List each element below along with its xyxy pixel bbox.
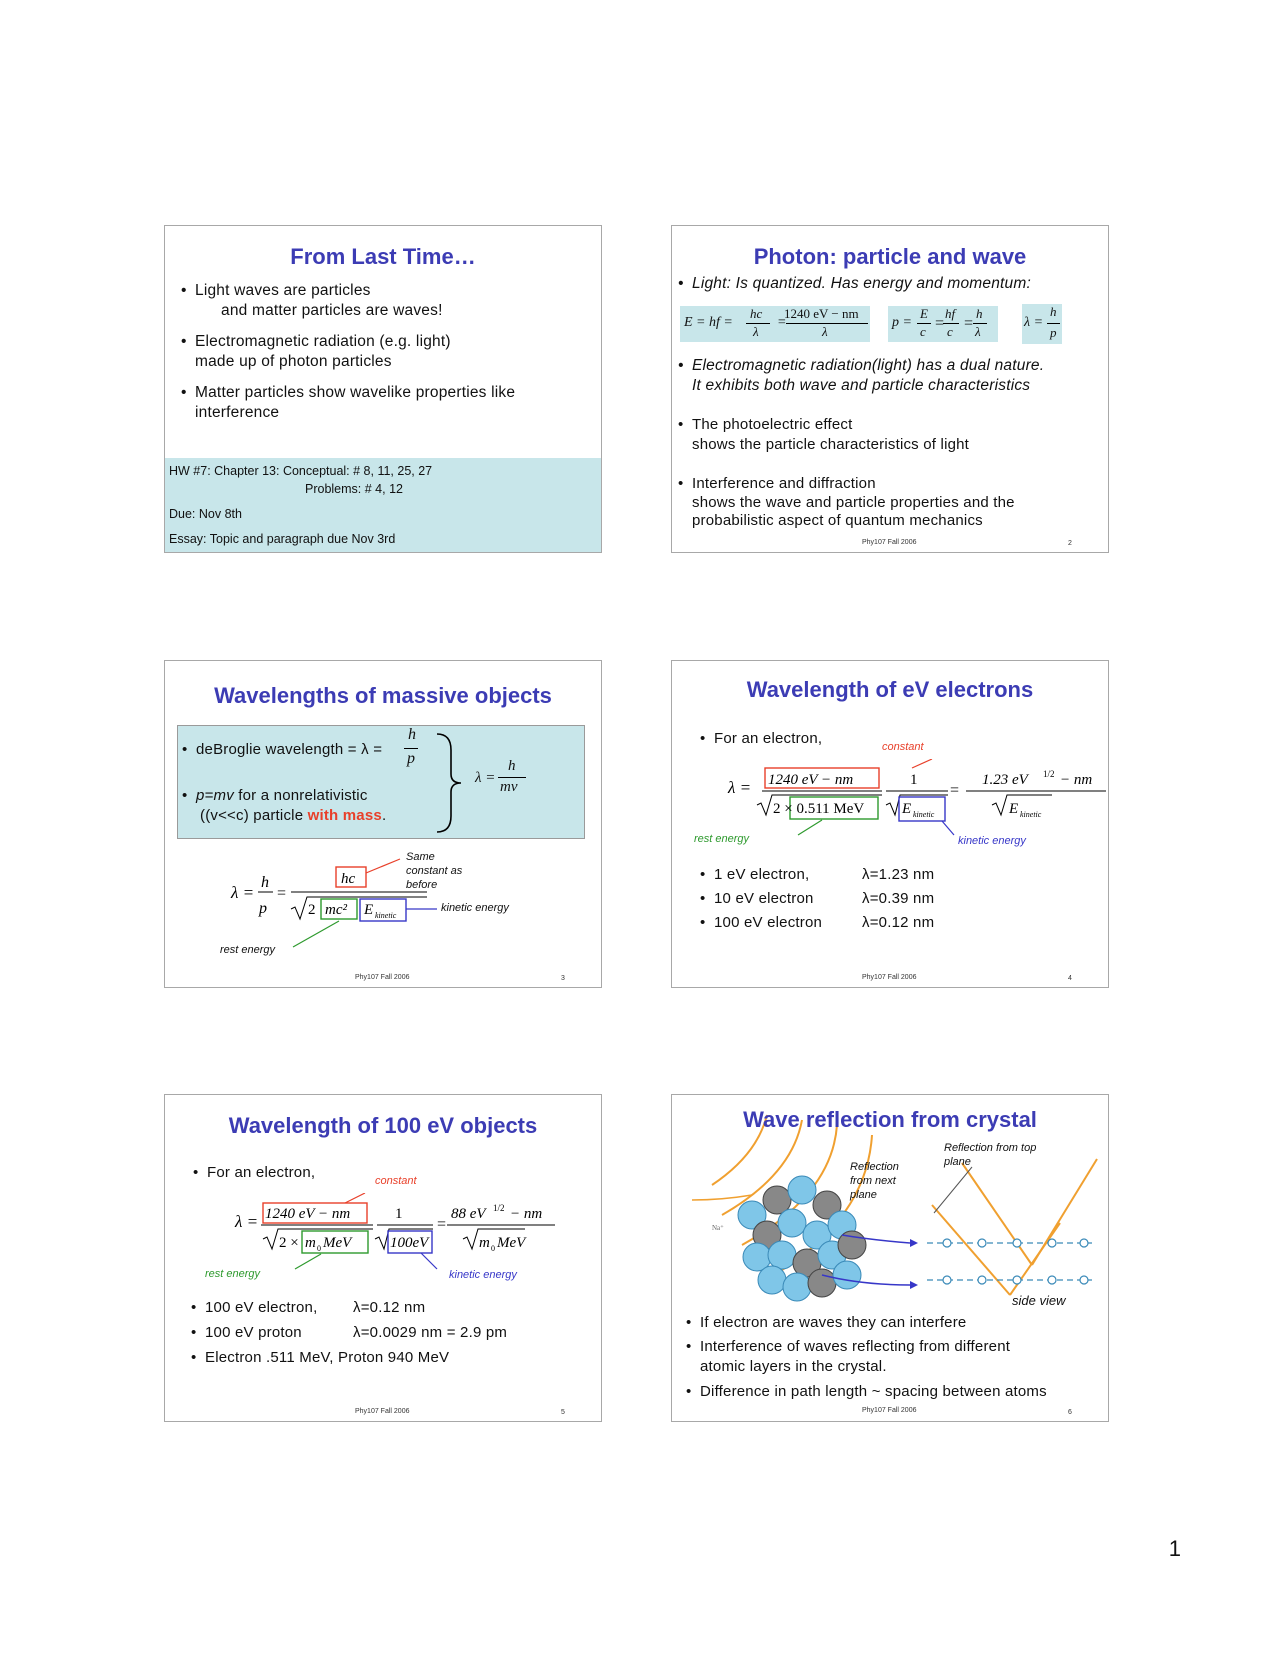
svg-text:2: 2 (308, 902, 316, 918)
slide-4-number: 4 (1068, 975, 1072, 982)
slide-5-footer: Phy107 Fall 2006 (355, 1408, 410, 1415)
slide-3-number: 3 (561, 975, 565, 982)
slide-2-bullet-4: • Interference and diffraction shows the wave and particle properties and the probabilistic aspect of quantum mechanics (678, 475, 1015, 529)
svg-text:2 ×: 2 × (279, 1235, 299, 1251)
svg-text:mc²: mc² (325, 902, 347, 918)
annotation-rest-energy: rest energy (205, 1268, 261, 1280)
slide-2 (671, 225, 1109, 553)
list-item: • 10 eV electron λ=0.39 nm (700, 890, 935, 907)
slide-4-intro: • For an electron, (700, 730, 823, 747)
svg-text:1/2: 1/2 (493, 1203, 505, 1213)
svg-text:1.23 eV: 1.23 eV (982, 772, 1028, 788)
slide-4-title: Wavelength of eV electrons (746, 677, 1034, 702)
slide-4-list (700, 863, 935, 935)
eq-energy-box: E = hf = hc λ = 1240 eV − nm λ (680, 306, 870, 342)
homework-essay: Essay: Topic and paragraph due Nov 3rd (169, 532, 396, 546)
svg-text:p: p (259, 900, 267, 917)
slide-5-list (191, 1295, 508, 1370)
slide-5 (164, 1094, 602, 1422)
svg-text:kinetic: kinetic (375, 911, 397, 920)
slide-5-number: 5 (561, 1409, 565, 1416)
slide-2-footer: Phy107 Fall 2006 (862, 539, 917, 546)
svg-text:m: m (305, 1235, 316, 1251)
svg-text:1/2: 1/2 (1043, 769, 1055, 779)
svg-text:− nm: − nm (1060, 772, 1093, 788)
slide-4 (671, 660, 1109, 988)
list-item: • 100 eV electron, λ=0.12 nm (191, 1299, 426, 1316)
slide-6-bullet-2: • Interference of waves reflecting from different atomic layers in the crystal. (686, 1338, 1011, 1375)
slide-1 (164, 225, 602, 553)
svg-text:1240 eV − nm: 1240 eV − nm (265, 1206, 351, 1222)
svg-text:Na⁺: Na⁺ (712, 1224, 724, 1232)
slide-3 (164, 660, 602, 988)
slide-4-footer: Phy107 Fall 2006 (862, 974, 917, 981)
svg-text:kinetic: kinetic (1020, 810, 1042, 819)
svg-text:1240 eV − nm: 1240 eV − nm (768, 772, 854, 788)
slide-1-bullet-1: • Light waves are particles and matter particles are waves! (181, 282, 443, 319)
slide-6-bullet-1: • If electron are waves they can interfere (686, 1314, 967, 1331)
annotation-constant: constant (375, 1175, 417, 1187)
svg-text:=: = (950, 782, 960, 799)
svg-text:=: = (437, 1216, 447, 1233)
electron-wavelength-equation (722, 759, 1107, 839)
annotation-constant: constant (882, 741, 924, 753)
slide-1-bullet-2: • Electromagnetic radiation (e.g. light) made up of photon particles (181, 333, 451, 370)
svg-text:MeV: MeV (497, 1235, 526, 1251)
svg-text:E: E (364, 902, 374, 918)
slide-3-title: Wavelengths of massive objects (214, 683, 552, 708)
svg-text:λ =: λ = (235, 1212, 259, 1231)
list-item: • 100 eV proton λ=0.0029 nm = 2.9 pm (191, 1324, 508, 1341)
slide-2-number: 2 (1068, 540, 1072, 547)
svg-text:hc: hc (341, 871, 356, 887)
svg-text:E: E (1009, 801, 1019, 817)
svg-text:− nm: − nm (510, 1206, 543, 1222)
slide-6-bullet-3: • Difference in path length ~ spacing between atoms (686, 1383, 1047, 1400)
slide-6 (671, 1094, 1109, 1422)
svg-text:1: 1 (910, 772, 918, 788)
svg-text:λ =: λ = (231, 883, 255, 902)
homework-line-2: Problems: # 4, 12 (305, 482, 403, 496)
eq-momentum-box: p = E c = hf c = h λ (888, 306, 998, 342)
slide-5-intro: • For an electron, (193, 1164, 316, 1181)
slide-3-footer: Phy107 Fall 2006 (355, 974, 410, 981)
svg-text:m: m (479, 1235, 490, 1251)
eq-wavelength-box: λ = h p (1022, 304, 1062, 344)
slide-3-bullet-1: • deBroglie wavelength = λ = (182, 741, 383, 758)
slide-3-bullet-2: • p=mv for a nonrelativistic ((v<<c) particle with mass. (182, 787, 387, 824)
slide-2-bullet-1: • Light: Is quantized. Has energy and momentum: (678, 275, 1031, 292)
slide-1-bullet-3: • Matter particles show wavelike properties like interference (181, 384, 516, 421)
svg-text:2 × 0.511 MeV: 2 × 0.511 MeV (773, 801, 865, 817)
svg-text:λ =: λ = (728, 778, 752, 797)
homework-line-1: HW #7: Chapter 13: Conceptual: # 8, 11, 25, 27 (169, 464, 433, 478)
label-side-view: side view (1012, 1293, 1066, 1308)
svg-text:=: = (277, 885, 287, 902)
svg-text:h: h (261, 874, 269, 891)
slide-6-title: Wave reflection from crystal (743, 1107, 1037, 1132)
svg-text:88 eV: 88 eV (451, 1206, 486, 1222)
homework-box (165, 458, 601, 552)
annotation-kinetic-energy: kinetic energy (958, 835, 1026, 847)
slide-6-number: 6 (1068, 1409, 1072, 1416)
right-brace-icon (433, 730, 473, 836)
list-item: • Electron .511 MeV, Proton 940 MeV (191, 1349, 450, 1366)
svg-text:0: 0 (317, 1244, 321, 1253)
label-reflection-top-plane: Reflection from top plane (944, 1142, 1037, 1168)
slide-2-bullet-3: • The photoelectric effect shows the particle characteristics of light (678, 416, 970, 453)
list-item: • 1 eV electron, λ=1.23 nm (700, 866, 935, 883)
slide-2-bullet-2: • Electromagnetic radiation(light) has a dual nature. It exhibits both wave and particle characteristics (678, 357, 1045, 394)
svg-text:kinetic: kinetic (913, 810, 935, 819)
annotation-rest-energy: rest energy (220, 944, 276, 956)
annotation-kinetic-energy: kinetic energy (449, 1269, 517, 1281)
svg-text:0: 0 (491, 1244, 495, 1253)
annotation-same-constant: Same constant as before (406, 851, 463, 891)
svg-text:100eV: 100eV (390, 1235, 429, 1251)
annotation-kinetic-energy: kinetic energy (441, 902, 509, 914)
debroglie-box: • deBroglie wavelength = λ = h p • p=mv for a nonrelativistic ((v<<c) particle with mass. λ = h mv (177, 725, 585, 839)
slide-6-footer: Phy107 Fall 2006 (862, 1407, 917, 1414)
svg-text:E: E (902, 801, 912, 817)
homework-due: Due: Nov 8th (169, 507, 242, 521)
slide-1-title: From Last Time… (290, 244, 476, 269)
svg-text:MeV: MeV (323, 1235, 352, 1251)
page-number: 1 (1168, 1536, 1181, 1561)
list-item: • 100 eV electron λ=0.12 nm (700, 914, 935, 931)
label-reflection-next-plane: Reflection from next plane (850, 1161, 899, 1201)
slide-5-title: Wavelength of 100 eV objects (228, 1113, 538, 1138)
object-wavelength-equation (225, 1193, 565, 1273)
annotation-rest-energy: rest energy (694, 833, 750, 845)
svg-text:1: 1 (395, 1206, 403, 1222)
slide-2-title: Photon: particle and wave (753, 244, 1027, 269)
